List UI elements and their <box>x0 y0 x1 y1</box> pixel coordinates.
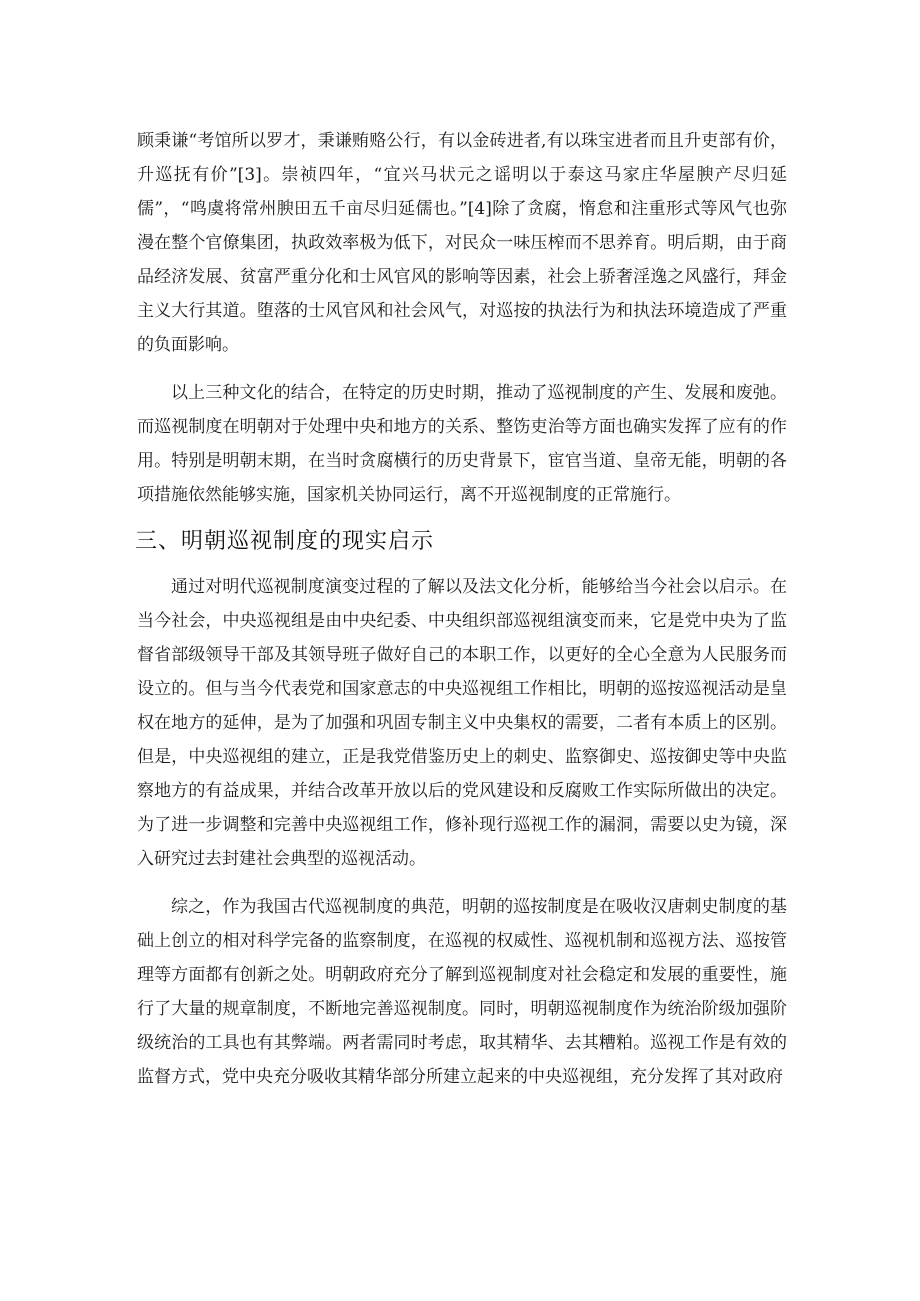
section-heading: 三、明朝巡视制度的现实启示 <box>135 529 435 554</box>
document-body <box>137 124 787 1094</box>
paragraph-three-cultures: 以上三种文化的结合，在特定的历史时期，推动了巡视制度的产生、发展和废弛。而巡视制度在明朝对于处理中央和地方的关系、整饬吏治等方面也确实发挥了应有的作用。特别是明朝末期，在当时贪腐横行的历史背景下，宦官当道、皇帝无能，明朝的各项措施依然能够实施，国家机关协同运行，离不开巡视制度的正常施行。 <box>137 383 787 505</box>
paragraph-conclusion: 综之，作为我国古代巡视制度的典范，明朝的巡按制度是在吸收汉唐刺史制度的基础上创立的相对科学完备的监察制度，在巡视的权威性、巡视机制和巡视方法、巡按管理等方面都有创新之处。明朝政府充分了解到巡视制度对社会稳定和发展的重要性，施行了大量的规章制度，不断地完善巡视制度。同时，明朝巡视制度作为统治阶级加强阶级统治的工具也有其弊端。两者需同时考虑，取其精华、去其糟粕。巡视工作是有效的监督方式，党中央充分吸收其精华部分所建立起来的中央巡视组，充分发挥了其对政府 <box>137 897 787 1087</box>
paragraph-modern-inspiration: 通过对明代巡视制度演变过程的了解以及法文化分析，能够给当今社会以启示。在当今社会，中央巡视组是由中央纪委、中央组织部巡视组演变而来，它是党中央为了监督省部级领导干部及其领导班子做好自己的本职工作，以更好的全心全意为人民服务而设立的。但与当今代表党和国家意志的中央巡视组工作相比，明朝的巡按巡视活动是皇权在地方的延伸，是为了加强和巩固专制主义中央集权的需要，二者有本质上的区别。但是，中央巡视组的建立，正是我党借鉴历史上的刺史、监察御史、巡按御史等中央监察地方的有益成果，并结合改革开放以后的党风建设和反腐败工作实际所做出的决定。为了进一步调整和完善中央巡视组工作，修补现行巡视工作的漏洞，需要以史为镜，深入研究过去封建社会典型的巡视活动。 <box>137 577 787 869</box>
paragraph-corruption-examples: 顾秉谦“考馆所以罗才，秉谦贿赂公行，有以金砖进者,有以珠宝进者而且升吏部有价，升巡抚有价”[3]。崇祯四年，“宜兴马状元之谣明以于泰这马家庄华屋腴产尽归延儒”，“鸣虞将常州腴田五千亩尽归延儒也。”[4]除了贪腐，惰怠和注重形式等风气也弥漫在整个官僚集团，执政效率极为低下，对民众一味压榨而不思养育。明后期，由于商品经济发展、贫富严重分化和士风官风的影响等因素，社会上骄奢淫逸之风盛行，拜金主义大行其道。堕落的士风官风和社会风气，对巡按的执法行为和执法环境造成了严重的负面影响。 <box>137 131 787 355</box>
